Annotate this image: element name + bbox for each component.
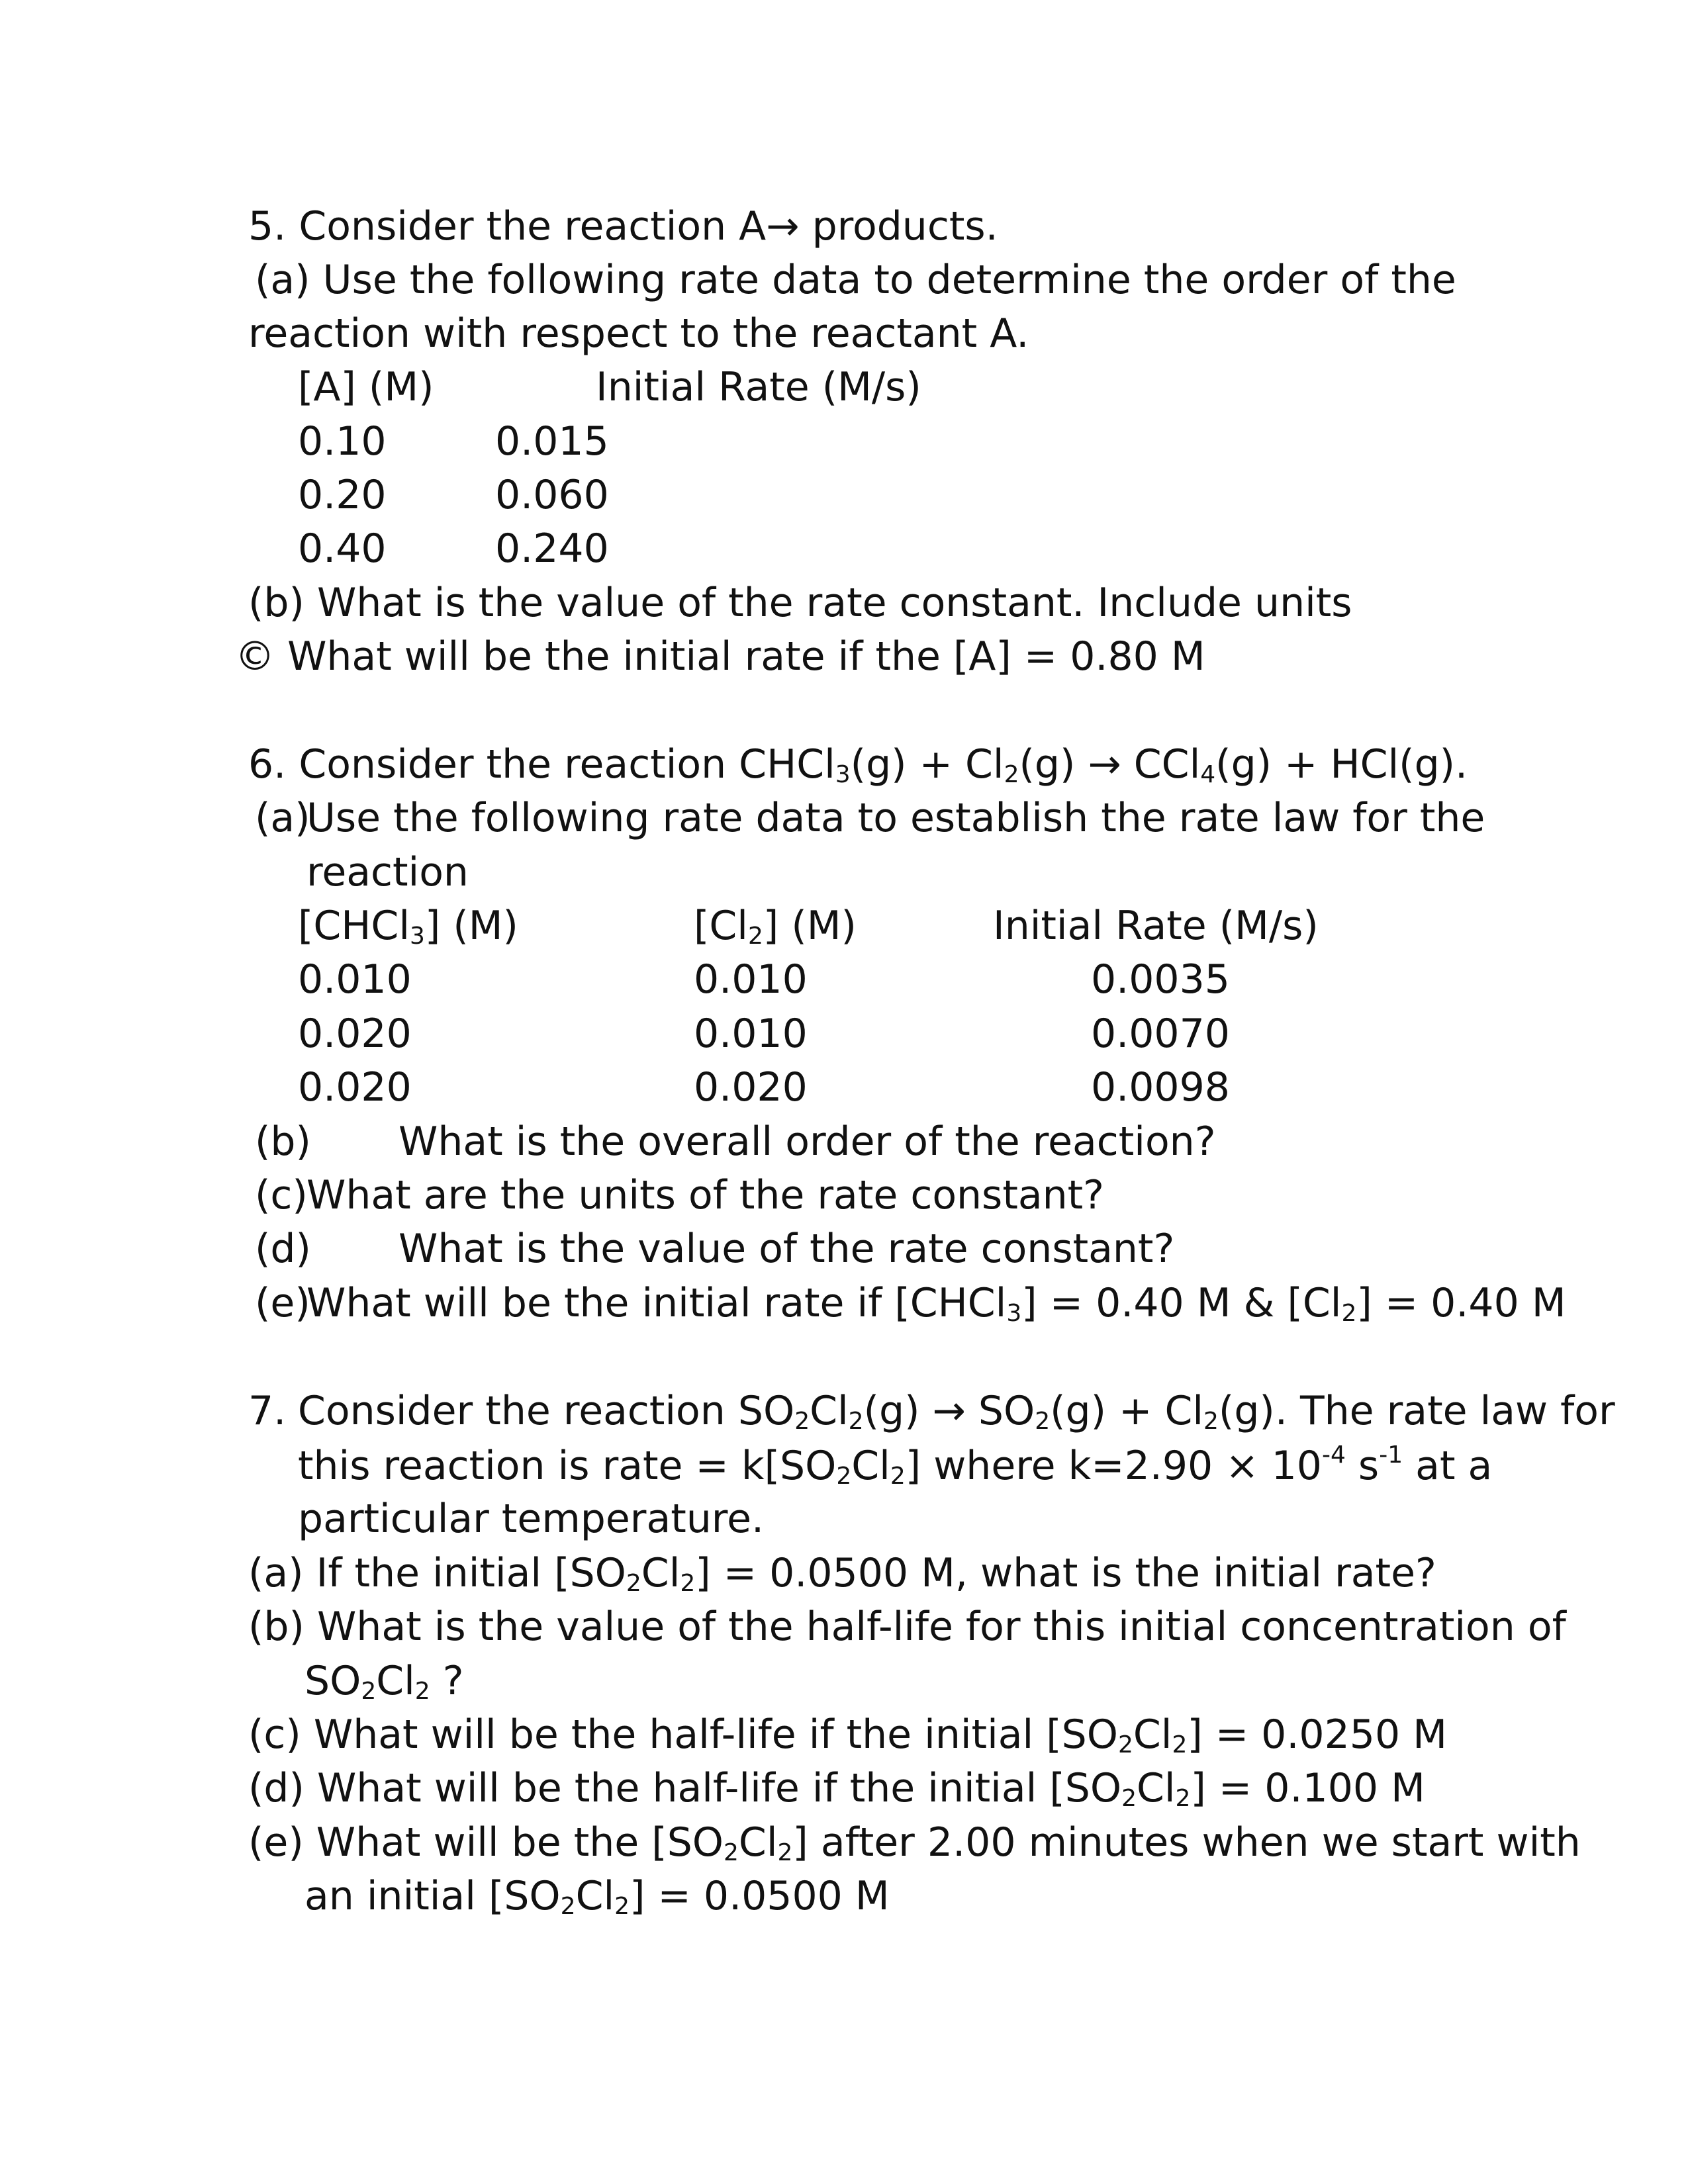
q6-row2-cl2: 0.010 <box>694 1011 808 1057</box>
q6-part-a-line2: reaction <box>306 849 469 895</box>
q6-header-chcl3: [CHCl$_3$] (M) <box>298 903 518 950</box>
q5-row1-a: 0.10 <box>298 418 387 465</box>
q5-part-a-line1: (a) Use the following rate data to determine the order of the <box>255 257 1456 303</box>
q6-row2-rate: 0.0070 <box>1091 1011 1230 1057</box>
q7-part-b-line1: (b) What is the value of the half-life for this initial concentration of <box>248 1604 1566 1650</box>
q6-part-b-label: (b) <box>255 1118 311 1165</box>
q7-number: 7. <box>248 1388 287 1434</box>
q6-part-a-label: (a) <box>255 795 310 841</box>
q7-line2: this reaction is rate = $k[SO_2Cl_2]$ where $k=2.90 \times 10^{-4}$ $s^{-1}$ at a <box>298 1441 1493 1490</box>
q5-header-a: [A] (M) <box>298 364 434 410</box>
q7-part-a: (a) If the initial $[SO_2Cl_2] = 0.0500$ M, what is the initial rate? <box>248 1550 1436 1598</box>
q5-part-b: (b) What is the value of the rate constant. Include units <box>248 580 1352 626</box>
q6-row3-cl2: 0.020 <box>694 1064 808 1111</box>
q6-row3-rate: 0.0098 <box>1091 1064 1230 1111</box>
q5-row3-rate: 0.240 <box>495 525 609 572</box>
q5-header-rate: Initial Rate (M/s) <box>596 364 921 410</box>
q5-row1-rate: 0.015 <box>495 418 609 465</box>
q7-line1: Consider the reaction $SO_2Cl_2(g) \to SO_2(g) + Cl_2(g)$. The rate law for <box>298 1388 1615 1435</box>
q6-row1-chcl3: 0.010 <box>298 956 412 1003</box>
q5-row3-a: 0.40 <box>298 525 387 572</box>
q7-part-e-line2: an initial $[SO_2Cl_2] = 0.0500$ M <box>305 1873 890 1921</box>
q6-part-c-label: (c) <box>255 1172 308 1218</box>
q7-part-e-line1: (e) What will be the $[SO_2Cl_2]$ after 2.00 minutes when we start with <box>248 1819 1581 1867</box>
q6-part-d-label: (d) <box>255 1226 311 1272</box>
q6-part-d: What is the value of the rate constant? <box>399 1226 1175 1272</box>
q6-part-e: What will be the initial rate if [CHCl$_3$] = 0.40 M & $[Cl_2] = 0.40$ M <box>306 1280 1566 1328</box>
q5-part-a-line2: reaction with respect to the reactant A. <box>248 310 1029 357</box>
q6-row1-cl2: 0.010 <box>694 956 808 1003</box>
q6-part-c: What are the units of the rate constant? <box>306 1172 1105 1218</box>
q6-row3-chcl3: 0.020 <box>298 1064 412 1111</box>
q6-part-b: What is the overall order of the reaction? <box>399 1118 1216 1165</box>
q5-title: 5. Consider the reaction A→ products. <box>248 203 998 250</box>
q7-part-b-line2: $SO_2Cl_2$ ? <box>305 1658 464 1706</box>
q5-part-c: © What will be the initial rate if the [A] = 0.80 M <box>235 633 1205 680</box>
q5-row2-a: 0.20 <box>298 472 387 518</box>
q5-row2-rate: 0.060 <box>495 472 609 518</box>
q7-line3: particular temperature. <box>298 1496 765 1542</box>
q7-part-c: (c) What will be the half-life if the initial $[SO_2Cl_2] = 0.0250$ M <box>248 1711 1447 1759</box>
q6-title: 6. Consider the reaction CHCl$_3$(g) + $Cl_2(g) \to CCl_4(g) + HCl(g)$. <box>248 741 1468 789</box>
q6-header-cl2: $[Cl_2]$ (M) <box>694 903 857 950</box>
q6-part-e-label: (e) <box>255 1280 310 1326</box>
q6-header-rate: Initial Rate (M/s) <box>993 903 1319 949</box>
q6-row1-rate: 0.0035 <box>1091 956 1230 1003</box>
q7-part-d: (d) What will be the half-life if the initial $[SO_2Cl_2] = 0.100$ M <box>248 1765 1425 1813</box>
q6-part-a-line1: Use the following rate data to establish the rate law for the <box>306 795 1485 841</box>
q6-row2-chcl3: 0.020 <box>298 1011 412 1057</box>
